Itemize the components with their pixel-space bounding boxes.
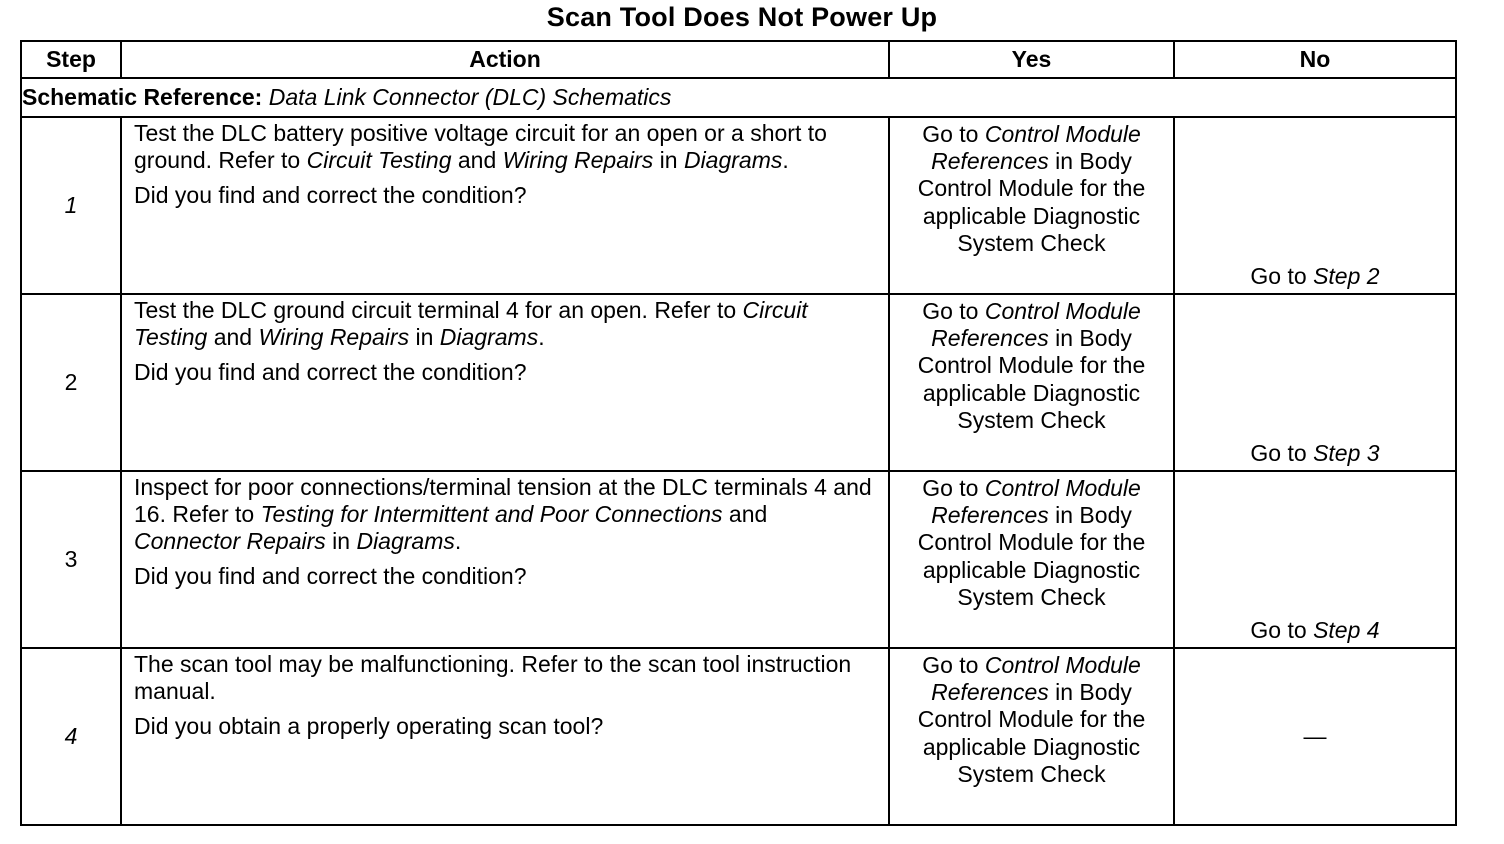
action-text-segment: in	[325, 528, 357, 554]
yes-reference-link[interactable]: Control Module References	[931, 652, 1141, 706]
step-number: 1	[21, 117, 121, 294]
action-text-segment: and	[207, 324, 259, 350]
no-go-to: Go to	[1250, 263, 1307, 289]
action-question: Did you find and correct the condition?	[134, 359, 527, 385]
table-row	[21, 648, 1456, 825]
no-cell	[1174, 294, 1456, 471]
action-text-segment: in	[409, 324, 440, 350]
page-title: Scan Tool Does Not Power Up	[546, 2, 938, 32]
action-cell	[121, 471, 889, 648]
action-cell	[121, 294, 889, 471]
action-reference-link[interactable]: Testing for Intermittent and Poor Connections	[260, 501, 723, 527]
action-text-segment: in	[653, 147, 684, 173]
yes-target: the applicable Diagnostic System Check	[922, 529, 1146, 610]
schematic-reference-label: Schematic Reference:	[22, 84, 263, 110]
yes-cell	[889, 648, 1174, 825]
header-step: Step	[21, 41, 121, 78]
no-cell	[1174, 471, 1456, 648]
step-number: 4	[21, 648, 121, 825]
no-step-link[interactable]: Step 3	[1313, 440, 1380, 466]
no-none: —	[1303, 723, 1327, 749]
action-question: Did you find and correct the condition?	[134, 182, 527, 208]
no-step-link[interactable]: Step 4	[1313, 617, 1380, 643]
action-reference-link[interactable]: Connector Repairs	[134, 528, 326, 554]
header-yes: Yes	[889, 41, 1174, 78]
no-go-to: Go to	[1250, 440, 1307, 466]
yes-cell	[889, 294, 1174, 471]
yes-reference-link[interactable]: Control Module References	[931, 298, 1141, 352]
yes-target: the applicable Diagnostic System Check	[922, 175, 1146, 256]
action-text-segment: and	[722, 501, 768, 527]
schematic-reference	[21, 78, 1456, 117]
action-reference-link[interactable]: Wiring Repairs	[258, 324, 410, 350]
yes-cell	[889, 471, 1174, 648]
action-text	[134, 651, 878, 705]
yes-target: the applicable Diagnostic System Check	[922, 706, 1146, 787]
table-row	[21, 471, 1456, 648]
action-text-segment: The scan tool may be malfunctioning. Refer to the scan tool instruction manual.	[134, 651, 852, 704]
no-step-link[interactable]: Step 2	[1313, 263, 1380, 289]
action-reference-link[interactable]: Diagrams	[439, 324, 539, 350]
action-text-segment: Test the DLC battery positive voltage circuit for an open or a short to ground. Refer to	[134, 120, 827, 173]
action-text-segment: .	[538, 324, 545, 350]
action-text-segment: .	[782, 147, 789, 173]
action-reference-link[interactable]: Wiring Repairs	[502, 147, 654, 173]
yes-go-to: Go to	[922, 298, 979, 324]
action-reference-link[interactable]: Diagrams	[683, 147, 783, 173]
action-text-segment: Inspect for poor connections/terminal tension at the DLC terminals 4 and 16. Refer to	[134, 474, 872, 527]
yes-go-to: Go to	[922, 652, 979, 678]
header-action: Action	[121, 41, 889, 78]
no-cell	[1174, 648, 1456, 825]
yes-reference-link[interactable]: Control Module References	[931, 475, 1141, 529]
yes-reference-link[interactable]: Control Module References	[931, 121, 1141, 175]
action-question: Did you obtain a properly operating scan tool?	[134, 713, 604, 739]
yes-target: the applicable Diagnostic System Check	[922, 352, 1146, 433]
action-text	[134, 297, 878, 351]
table-row	[21, 294, 1456, 471]
action-text-segment: .	[454, 528, 462, 554]
diagnostic-table	[20, 40, 1457, 826]
action-text-segment: Test the DLC ground circuit terminal 4 for an open. Refer to	[134, 297, 743, 323]
yes-location: in Body Control Module for	[917, 325, 1132, 379]
step-number: 2	[21, 294, 121, 471]
action-text	[134, 474, 878, 555]
no-go-to: Go to	[1250, 617, 1307, 643]
header-no: No	[1174, 41, 1456, 78]
action-text	[134, 120, 878, 174]
action-question: Did you find and correct the condition?	[134, 563, 527, 589]
action-reference-link[interactable]: Circuit Testing	[134, 297, 808, 350]
action-reference-link[interactable]: Diagrams	[356, 528, 455, 554]
action-cell	[121, 117, 889, 294]
action-cell	[121, 648, 889, 825]
yes-location: in Body Control Module for	[917, 148, 1132, 202]
yes-cell	[889, 117, 1174, 294]
schematic-reference-link[interactable]: Data Link Connector (DLC) Schematics	[268, 84, 672, 110]
step-number: 3	[21, 471, 121, 648]
yes-go-to: Go to	[922, 121, 979, 147]
action-reference-link[interactable]: Circuit Testing	[306, 147, 452, 173]
table-row	[21, 117, 1456, 294]
action-text-segment: and	[451, 147, 503, 173]
schematic-reference-row	[21, 78, 1456, 117]
header-row	[21, 41, 1456, 78]
no-cell	[1174, 117, 1456, 294]
yes-location: in Body Control Module for	[917, 502, 1132, 556]
yes-location: in Body Control Module for	[917, 679, 1132, 733]
yes-go-to: Go to	[922, 475, 979, 501]
